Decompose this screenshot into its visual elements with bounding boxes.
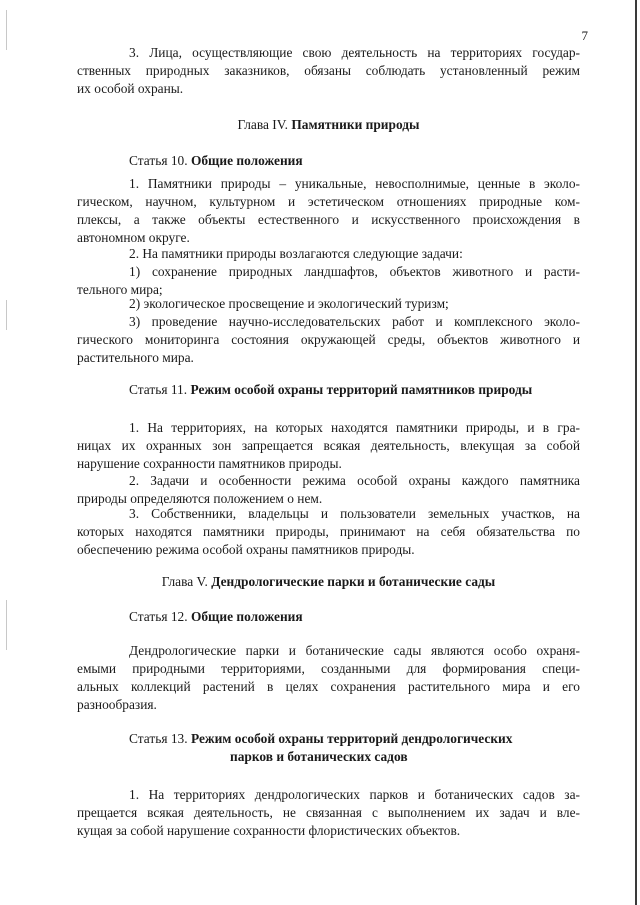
article-heading-10: Статья 10. Общие положения	[129, 153, 303, 168]
article-10-paragraph-1: 1. Памятники природы – уникальные, невосполнимые, ценные в эколо- гическом, научном, культурном и эстетическом отношениях природные ком- плексы, а также объекты естественного и искусственного происхождения в автономном округе.	[77, 176, 580, 245]
chapter-heading-5: Глава V. Дендрологические парки и ботанические сады	[161, 574, 496, 589]
scan-artifact	[6, 300, 7, 330]
article-13-paragraph-1: 1. На территориях дендрологических парков и ботанических садов за- прещается всякая деятельность, не связанная с выполнением их задач и вле- кущая за собой нарушение сохранности флористических объектов.	[77, 787, 580, 838]
scan-artifact	[6, 10, 7, 50]
article-heading-13-line-2: парков и ботанических садов	[230, 749, 408, 764]
scan-artifact	[6, 600, 7, 650]
article-10-task-2: 2) экологическое просвещение и экологический туризм;	[129, 296, 449, 311]
page-edge-border	[635, 0, 637, 905]
article-heading-12: Статья 12. Общие положения	[129, 609, 303, 624]
paragraph-item-3: 3. Лица, осуществляющие свою деятельность на территориях государ- ственных природных заказников, обязаны соблюдать установленный режим их особой охраны.	[77, 45, 580, 96]
article-10-paragraph-2: 2. На памятники природы возлагаются следующие задачи:	[129, 246, 463, 261]
article-heading-11: Статья 11. Режим особой охраны территорий памятников природы	[129, 382, 533, 397]
page-number: 7	[581, 28, 588, 43]
article-10-task-3: 3) проведение научно-исследовательских работ и комплексного эколо- гического мониторинга состояния окружающей среды, объектов животного и растительного мира.	[77, 314, 580, 365]
article-11-paragraph-2: 2. Задачи и особенности режима особой охраны каждого памятника природы определяются положением о нем.	[77, 473, 580, 506]
article-11-paragraph-1: 1. На территориях, на которых находятся памятники природы, и в гра- ницах их охранных зон запрещается всякая деятельность, влекущая за собой нарушение сохранности памятников природы.	[77, 420, 580, 471]
article-heading-13: Статья 13. Режим особой охраны территорий дендрологических	[129, 731, 513, 746]
chapter-heading-4: Глава IV. Памятники природы	[237, 117, 420, 132]
article-11-paragraph-3: 3. Собственники, владельцы и пользователи земельных участков, на которых находятся памятники природы, принимают на себя обязательства по обеспечению режима особой охраны памятников природы.	[77, 506, 580, 557]
article-10-task-1: 1) сохранение природных ландшафтов, объектов животного и расти- тельного мира;	[77, 264, 580, 297]
article-12-paragraph-1: Дендрологические парки и ботанические сады являются особо охраня- емыми природными территориями, созданными для формирования специ- альных коллекций растений в целях сохранения растительного мира и его разнообразия.	[77, 643, 580, 712]
